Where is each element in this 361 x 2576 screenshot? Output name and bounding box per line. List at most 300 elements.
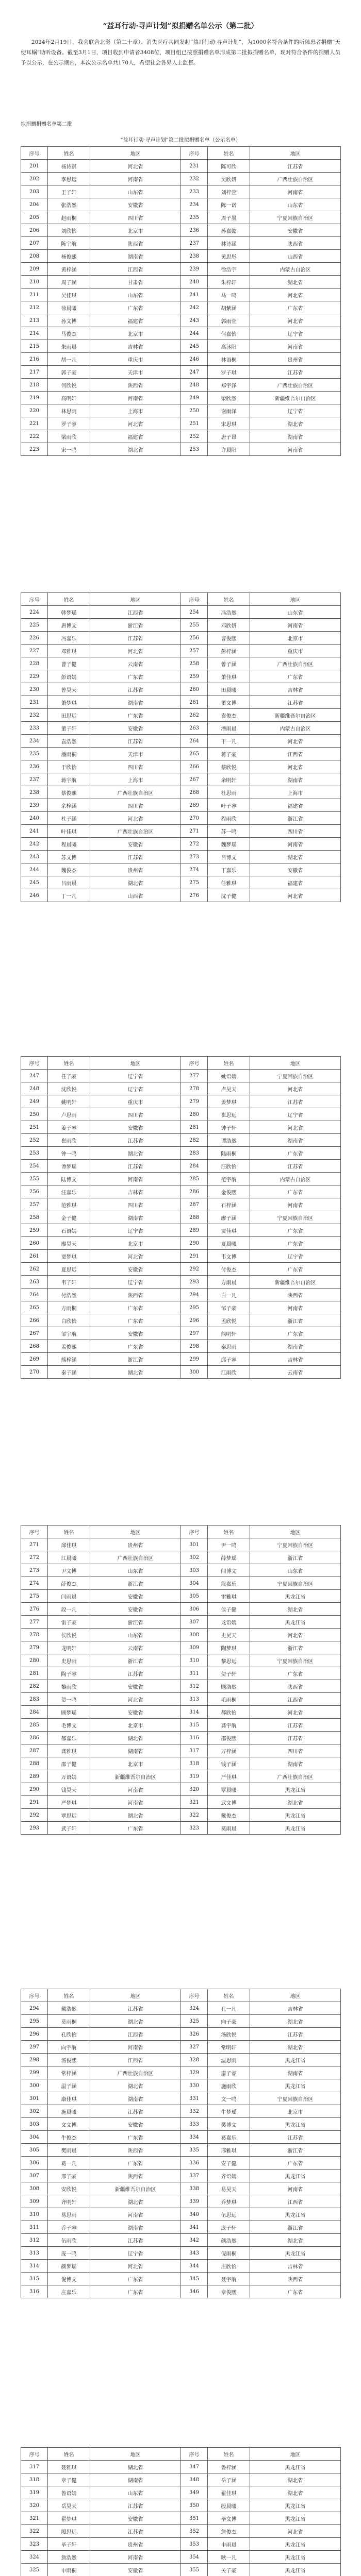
table-cell: 武子轩 — [48, 1822, 90, 1835]
table-header-row — [21, 147, 341, 160]
table-cell: 340 — [181, 2208, 208, 2221]
table-cell: 273 — [181, 851, 208, 863]
table-cell: 史昊天 — [208, 1629, 250, 1641]
table-row — [21, 1211, 341, 1224]
table-cell: 辽宁省 — [250, 1108, 341, 1121]
table-cell: 向子豪 — [208, 2015, 250, 2028]
table-cell: 322 — [181, 1809, 208, 1822]
table-cell: 新疆维吾尔自治区 — [90, 2182, 181, 2195]
table-cell: 辽宁省 — [90, 1082, 181, 1095]
table-cell: 江苏省 — [90, 1134, 181, 1147]
table-cell: 黎雨欣 — [48, 1680, 90, 1693]
table-cell: 安欣悦 — [48, 2182, 90, 2195]
table-cell: 湖北省 — [250, 276, 341, 289]
table-row — [21, 185, 341, 198]
table-row — [21, 863, 341, 876]
table-row — [21, 657, 341, 670]
table-cell: 广东省 — [90, 1340, 181, 1353]
table-cell: 283 — [181, 1147, 208, 1160]
table-cell: 235 — [181, 211, 208, 224]
table-header-cell: 地区 — [250, 147, 341, 160]
table-cell: 段嘉乐 — [208, 1577, 250, 1590]
table-cell: 294 — [21, 2002, 48, 2015]
table-cell: 山西省 — [90, 889, 181, 902]
table-header-cell: 姓名 — [208, 147, 250, 160]
table-row — [21, 263, 341, 276]
table-cell: 黑龙江省 — [250, 2170, 341, 2182]
table-cell: 湖北省 — [90, 2015, 181, 2028]
table-row — [21, 619, 341, 632]
table-row — [21, 2105, 341, 2118]
table-cell: 333 — [181, 2118, 208, 2131]
table-row — [21, 1693, 341, 1706]
table-cell: 崔雨欣 — [48, 1134, 90, 1147]
table-row — [21, 2260, 341, 2273]
table-cell: 228 — [21, 657, 48, 670]
table-cell: 上海市 — [250, 786, 341, 799]
table-cell: 邢子豪 — [48, 2170, 90, 2182]
table-row — [21, 2079, 341, 2092]
table-cell: 福建省 — [250, 799, 341, 812]
table-cell: 黄思彤 — [208, 250, 250, 263]
table-cell: 胡一凡 — [48, 353, 90, 366]
table-cell: 宋一鸣 — [48, 443, 90, 456]
table-cell: 267 — [21, 1327, 48, 1340]
table-cell: 温思雨 — [208, 2054, 250, 2066]
table-cell: 323 — [181, 1822, 208, 1835]
table-cell: 徐浩宇 — [208, 263, 250, 276]
table-cell: 河北省 — [90, 645, 181, 657]
name-table — [21, 2447, 341, 2576]
table-cell: 243 — [21, 851, 48, 863]
table-row — [21, 2066, 341, 2079]
table-cell: 273 — [21, 1564, 48, 1577]
table-cell: 吉林省 — [250, 683, 341, 696]
table-cell: 吕雨晨 — [48, 876, 90, 889]
table-cell: 288 — [21, 1757, 48, 1770]
table-cell: 239 — [181, 263, 208, 276]
table-cell: 宋思琪 — [208, 417, 250, 430]
table-cell: 黎思远 — [208, 1654, 250, 1667]
table-cell: 陕西省 — [250, 237, 341, 250]
table-cell: 福建省 — [250, 876, 341, 889]
table-header-cell: 姓名 — [208, 1526, 250, 1538]
table-row — [21, 2118, 341, 2131]
table-row — [21, 812, 341, 825]
table-row — [21, 1770, 341, 1783]
table-cell: 浙江省 — [250, 1641, 341, 1654]
table-cell: 344 — [181, 2260, 208, 2273]
table-cell: 彭梓涵 — [208, 645, 250, 657]
table-cell: 齐语嫣 — [208, 2170, 250, 2182]
table-cell: 290 — [181, 1237, 208, 1250]
table-cell: 279 — [181, 1095, 208, 1108]
table-cell: 256 — [21, 1185, 48, 1198]
table-cell: 湖北省 — [90, 2079, 181, 2092]
table-cell: 252 — [21, 1134, 48, 1147]
table-row — [21, 1173, 341, 1185]
table-cell: 浙江省 — [250, 2144, 341, 2157]
table-cell: 325 — [181, 2015, 208, 2028]
table-cell: 刘梓萱 — [208, 185, 250, 198]
table-row — [21, 237, 341, 250]
table-cell: 湖北省 — [250, 1796, 341, 1809]
table-header-cell: 姓名 — [48, 1057, 90, 1070]
table-cell: 275 — [21, 1590, 48, 1603]
table-cell: 聂雅琪 — [48, 2461, 90, 2473]
table-row — [21, 1263, 341, 1276]
table-cell: 文文博 — [48, 2118, 90, 2131]
table-cell: 337 — [181, 2170, 208, 2182]
table-cell: 内蒙古自治区 — [250, 263, 341, 276]
table-cell: 河北省 — [250, 760, 341, 773]
table-cell: 常梓涵 — [48, 2066, 90, 2079]
table-cell: 浙江省 — [90, 619, 181, 632]
table-cell: 施晨曦 — [48, 2105, 90, 2118]
table-cell: 广东省 — [90, 301, 181, 314]
table-cell: 338 — [181, 2182, 208, 2195]
table-header-cell: 序号 — [181, 593, 208, 606]
table-cell: 辽宁省 — [90, 1224, 181, 1237]
table-cell: 河南省 — [250, 185, 341, 198]
table-cell: 304 — [21, 2131, 48, 2144]
table-cell: 新疆维吾尔自治区 — [250, 392, 341, 404]
table-cell: 山东省 — [250, 606, 341, 619]
table-cell: 294 — [181, 1289, 208, 1301]
table-cell: 浙江省 — [250, 812, 341, 825]
table-cell: 庞一鸣 — [48, 2247, 90, 2260]
table-cell: 马俊杰 — [48, 327, 90, 340]
table-cell: 江苏省 — [90, 2234, 181, 2247]
table-cell: 301 — [181, 1538, 208, 1551]
table-cell: 247 — [181, 366, 208, 379]
table-cell: 264 — [21, 1289, 48, 1301]
table-cell: 四川省 — [90, 211, 181, 224]
table-cell: 江苏省 — [90, 1667, 181, 1680]
name-table-block — [21, 1056, 340, 1379]
table-cell: 254 — [21, 1160, 48, 1173]
table-cell: 安徽省 — [90, 1706, 181, 1719]
table-cell: 308 — [21, 2182, 48, 2195]
table-cell: 黑龙江省 — [250, 2564, 341, 2576]
table-row — [21, 2538, 341, 2551]
table-cell: 姚语嫣 — [208, 1070, 250, 1082]
table-cell: 广东省 — [90, 1822, 181, 1835]
table-cell: 刘欣怡 — [48, 224, 90, 237]
table-cell: 江西省 — [90, 2054, 181, 2066]
table-cell: 曾昊天 — [48, 683, 90, 696]
table-cell: 湖北省 — [250, 2486, 341, 2499]
table-cell: 318 — [21, 2473, 48, 2486]
table-cell: 248 — [21, 1082, 48, 1095]
table-cell: 闫博文 — [208, 1564, 250, 1577]
table-row — [21, 340, 341, 353]
table-cell: 康佳琪 — [48, 2092, 90, 2105]
table-header-cell: 地区 — [90, 1057, 181, 1070]
table-cell: 233 — [21, 722, 48, 735]
table-cell: 易思雨 — [48, 2208, 90, 2221]
table-cell: 河北省 — [250, 1082, 341, 1095]
table-cell: 杜思雨 — [208, 786, 250, 799]
table-row — [21, 1719, 341, 1732]
table-cell: 297 — [181, 1327, 208, 1340]
table-cell: 关子豪 — [208, 2564, 250, 2576]
table-row — [21, 1289, 341, 1301]
table-cell: 广西壮族自治区 — [250, 1770, 341, 1783]
table-cell: 296 — [181, 1314, 208, 1327]
table-cell: 244 — [21, 863, 48, 876]
table-header-cell: 序号 — [21, 2448, 48, 2461]
table-cell: 广西壮族自治区 — [90, 786, 181, 799]
table-cell: 300 — [181, 1366, 208, 1379]
table-cell: 221 — [21, 417, 48, 430]
table-cell: 江苏省 — [90, 851, 181, 863]
table-cell: 272 — [181, 838, 208, 851]
table-cell: 殷思远 — [48, 2525, 90, 2538]
table-row — [21, 722, 341, 735]
table-cell: 231 — [21, 696, 48, 709]
table-cell: 乔梦琪 — [208, 2195, 250, 2208]
table-cell: 湖北省 — [250, 2015, 341, 2028]
table-cell: 332 — [181, 2105, 208, 2118]
table-cell: 白欣怡 — [48, 1314, 90, 1327]
table-row — [21, 353, 341, 366]
table-cell: 安徽省 — [90, 1327, 181, 1340]
table-row — [21, 1796, 341, 1809]
table-cell: 罗子睿 — [48, 417, 90, 430]
table-cell: 新疆维吾尔自治区 — [250, 1276, 341, 1289]
table-cell: 265 — [21, 1301, 48, 1314]
table-cell: 212 — [21, 301, 48, 314]
table-row — [21, 1538, 341, 1551]
table-row — [21, 2512, 341, 2525]
table-header-cell: 地区 — [90, 2448, 181, 2461]
table-cell: 234 — [181, 198, 208, 211]
table-cell: 董子轩 — [48, 722, 90, 735]
table-cell: 237 — [21, 773, 48, 786]
table-cell: 田思远 — [48, 709, 90, 722]
table-cell: 郑宇泽 — [208, 379, 250, 392]
table-cell: 倪博文 — [48, 2273, 90, 2285]
table-cell: 广西壮族自治区 — [90, 2066, 181, 2079]
table-cell: 朱雨晨 — [48, 340, 90, 353]
table-cell: 毕文博 — [208, 2512, 250, 2525]
table-cell: 浙江省 — [250, 1551, 341, 1564]
table-cell: 辽宁省 — [250, 404, 341, 417]
table-row — [21, 1680, 341, 1693]
table-cell: 冯浩然 — [208, 606, 250, 619]
table-cell: 宁夏回族自治区 — [250, 1538, 341, 1551]
table-cell: 辽宁省 — [90, 1276, 181, 1289]
table-cell: 308 — [181, 1629, 208, 1641]
table-cell: 覃思远 — [48, 1809, 90, 1822]
table-cell: 陕西省 — [90, 2170, 181, 2182]
table-cell: 302 — [181, 1551, 208, 1564]
table-cell: 侯欣悦 — [48, 1629, 90, 1641]
table-cell: 卢思雨 — [48, 1108, 90, 1121]
table-cell: 广东省 — [250, 1263, 341, 1276]
table-header-cell: 姓名 — [48, 147, 90, 160]
table-cell: 河南省 — [90, 1783, 181, 1796]
table-cell: 牛梦瑶 — [208, 2105, 250, 2118]
table-cell: 陕西省 — [90, 379, 181, 392]
document-title: “益耳行动·寻声计划”拟捐赠名单公示（第二批） — [103, 22, 258, 30]
table-row — [21, 250, 341, 263]
table-cell: 广东省 — [250, 1224, 341, 1237]
table-cell: 广东省 — [250, 1237, 341, 1250]
name-table — [21, 1989, 341, 2298]
table-cell: 重庆市 — [250, 645, 341, 657]
table-row — [21, 1366, 341, 1379]
table-row — [21, 392, 341, 404]
table-row — [21, 799, 341, 812]
table-row — [21, 683, 341, 696]
table-cell: 355 — [181, 2564, 208, 2576]
table-cell: 范雅琪 — [48, 1198, 90, 1211]
table-cell: 282 — [21, 1680, 48, 1693]
table-cell: 342 — [181, 2234, 208, 2247]
table-cell: 黄梓涵 — [48, 263, 90, 276]
table-cell: 205 — [21, 211, 48, 224]
table-cell: 吉林省 — [90, 340, 181, 353]
table-cell: 陈一诺 — [208, 198, 250, 211]
table-cell: 239 — [21, 799, 48, 812]
table-cell: 宁夏回族自治区 — [250, 2092, 341, 2105]
table-cell: 何嘉怡 — [208, 327, 250, 340]
table-cell: 214 — [21, 327, 48, 340]
table-cell: 郭雨萱 — [208, 314, 250, 327]
table-cell: 贺一鸣 — [48, 1693, 90, 1706]
table-row — [21, 2208, 341, 2221]
table-cell: 河南省 — [90, 1796, 181, 1809]
name-table-block — [21, 1989, 340, 2298]
table-cell: 湖南省 — [90, 2092, 181, 2105]
table-row — [21, 1577, 341, 1590]
table-cell: 江苏省 — [250, 1719, 341, 1732]
table-cell: 夏晨曦 — [208, 1237, 250, 1250]
table-cell: 319 — [181, 1770, 208, 1783]
table-cell: 潘雨晨 — [208, 722, 250, 735]
table-cell: 广东省 — [250, 1185, 341, 1198]
table-cell: 陶子睿 — [48, 1667, 90, 1680]
table-cell: 新疆维吾尔自治区 — [250, 709, 341, 722]
table-row — [21, 1616, 341, 1629]
table-header-cell: 序号 — [181, 147, 208, 160]
table-cell: 江西省 — [250, 1693, 341, 1706]
table-cell: 湖北省 — [90, 1732, 181, 1744]
table-cell: 湖南省 — [90, 1744, 181, 1757]
table-row — [21, 2525, 341, 2538]
table-cell: 邱子睿 — [208, 1353, 250, 1366]
table-row — [21, 773, 341, 786]
table-cell: 264 — [181, 735, 208, 748]
table-cell: 277 — [21, 1616, 48, 1629]
table-cell: 271 — [181, 825, 208, 838]
table-cell: 尹一鸣 — [208, 1538, 250, 1551]
table-cell: 349 — [181, 2486, 208, 2499]
table-cell: 钟子轩 — [208, 1121, 250, 1134]
table-cell: 龚雅琪 — [48, 1744, 90, 1757]
table-header-row — [21, 593, 341, 606]
table-row — [21, 1706, 341, 1719]
table-cell: 庄嘉乐 — [48, 2285, 90, 2298]
table-cell: 江晨曦 — [48, 1551, 90, 1564]
name-table-block — [21, 592, 340, 902]
table-row — [21, 889, 341, 902]
table-cell: 350 — [181, 2499, 208, 2512]
table-header-cell: 地区 — [90, 1526, 181, 1538]
table-cell: 文一鸣 — [208, 2092, 250, 2105]
table-cell: 廖昊天 — [48, 1237, 90, 1250]
table-cell: 261 — [21, 1250, 48, 1263]
table-cell: 江苏省 — [90, 2002, 181, 2015]
table-cell: 庞子轩 — [208, 2221, 250, 2234]
table-cell: 310 — [181, 1654, 208, 1667]
table-cell: 湖北省 — [90, 2461, 181, 2473]
table-cell: 郝欣怡 — [208, 1706, 250, 1719]
table-cell: 申雨桐 — [48, 2564, 90, 2576]
table-cell: 252 — [181, 430, 208, 443]
table-cell: 贵州省 — [90, 2538, 181, 2551]
table-cell: 孔一凡 — [208, 2002, 250, 2015]
name-table-block — [21, 135, 340, 456]
table-cell: 孙文博 — [48, 314, 90, 327]
table-cell: 袁浩然 — [48, 735, 90, 748]
table-cell: 安徽省 — [90, 838, 181, 851]
table-cell: 贾梦琪 — [48, 1250, 90, 1263]
table-cell: 程雨欣 — [208, 812, 250, 825]
table-header-cell: 序号 — [181, 1526, 208, 1538]
table-cell: 曹俊熙 — [208, 632, 250, 645]
table-row — [21, 2234, 341, 2247]
table-cell: 姜子睿 — [48, 1121, 90, 1134]
table-cell: 317 — [21, 2461, 48, 2473]
table-cell: 282 — [181, 1134, 208, 1147]
table-cell: 湖北省 — [250, 851, 341, 863]
table-cell: 贵州省 — [90, 1538, 181, 1551]
table-cell: 286 — [21, 1732, 48, 1744]
table-cell: 付俊杰 — [208, 1263, 250, 1276]
table-cell: 白一凡 — [208, 1289, 250, 1301]
table-cell: 河南省 — [90, 2041, 181, 2054]
table-cell: 黑龙江省 — [250, 2551, 341, 2564]
table-cell: 285 — [21, 1719, 48, 1732]
table-cell: 重庆市 — [90, 353, 181, 366]
table-cell: 江苏省 — [90, 735, 181, 748]
table-cell: 邓雅琪 — [48, 645, 90, 657]
table-cell: 鲁梓涵 — [208, 2461, 250, 2473]
table-cell: 347 — [181, 2461, 208, 2473]
table-cell: 戴俊杰 — [208, 1809, 250, 1822]
table-cell: 卢昊天 — [208, 1082, 250, 1095]
table-cell: 四川省 — [250, 825, 341, 838]
table-cell: 275 — [181, 876, 208, 889]
table-cell: 300 — [21, 2079, 48, 2092]
table-cell: 四川省 — [90, 1198, 181, 1211]
table-cell: 苏一鸣 — [208, 825, 250, 838]
table-cell: 董文博 — [208, 696, 250, 709]
table-cell: 河北省 — [250, 1121, 341, 1134]
name-table — [21, 1525, 341, 1835]
table-cell: 河北省 — [90, 160, 181, 173]
table-cell: 湖北省 — [90, 2195, 181, 2208]
table-cell: 马一鸣 — [208, 289, 250, 301]
table-cell: 樊博文 — [208, 2118, 250, 2131]
table-cell: 山东省 — [90, 185, 181, 198]
table-cell: 何欣悦 — [48, 379, 90, 392]
table-cell: 四川省 — [250, 1744, 341, 1757]
table-cell: 江苏省 — [90, 2105, 181, 2118]
